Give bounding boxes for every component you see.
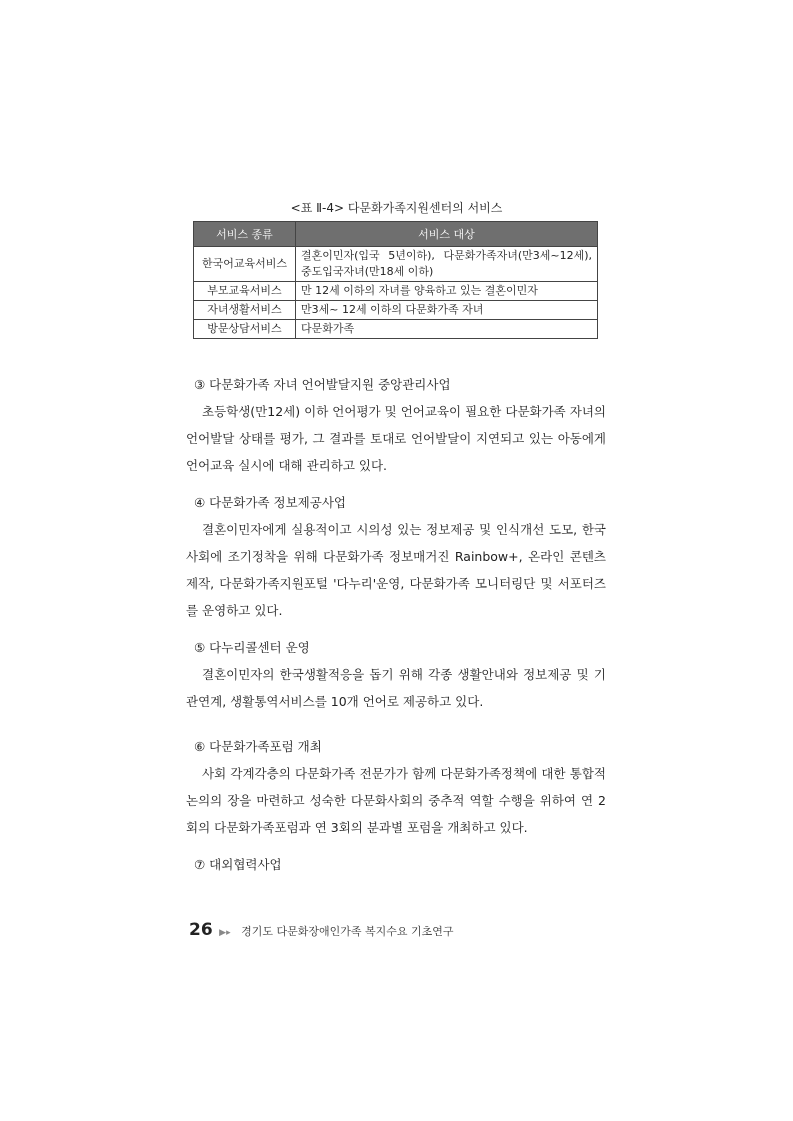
section-heading: ③ 다문화가족 자녀 언어발달지원 중앙관리사업 <box>194 377 451 392</box>
document-title: 경기도 다문화장애인가족 복지수요 기초연구 <box>241 925 454 938</box>
cell-service-type: 방문상담서비스 <box>194 320 296 339</box>
section-forum <box>186 733 606 841</box>
table-header-row <box>194 222 598 247</box>
section-heading: ⑥ 다문화가족포럼 개최 <box>194 739 322 754</box>
cell-service-target: 만3세~ 12세 이하의 다문화가족 자녀 <box>296 301 598 320</box>
section-body: 초등학생(만12세) 이하 언어평가 및 언어교육이 필요한 다문화가족 자녀의 언어발달 상태를 평가, 그 결과를 토대로 언어발달이 지연되고 있는 아동에게 언어교육 실시에 대해 관리하고 있다. <box>186 404 606 473</box>
cell-service-target: 다문화가족 <box>296 320 598 339</box>
section-call-center <box>186 634 606 715</box>
arrow-icon: ▶▸ <box>219 928 231 938</box>
cell-service-type: 부모교육서비스 <box>194 282 296 301</box>
cell-service-type: 자녀생활서비스 <box>194 301 296 320</box>
cell-service-target: 만 12세 이하의 자녀를 양육하고 있는 결혼이민자 <box>296 282 598 301</box>
page-footer <box>189 920 454 940</box>
services-table <box>193 221 598 339</box>
section-body: 결혼이민자의 한국생활적응을 돕기 위해 각종 생활안내와 정보제공 및 기관연계, 생활통역서비스를 10개 언어로 제공하고 있다. <box>186 667 606 709</box>
table-row <box>194 320 598 339</box>
table-row <box>194 301 598 320</box>
table-row <box>194 247 598 282</box>
section-external-cooperation <box>186 851 606 878</box>
section-heading: ⑦ 대외협력사업 <box>194 857 282 872</box>
cell-service-type: 한국어교육서비스 <box>194 247 296 282</box>
section-heading: ⑤ 다누리콜센터 운영 <box>194 640 310 655</box>
section-body: 사회 각계각층의 다문화가족 전문가가 함께 다문화가족정책에 대한 통합적 논의의 장을 마련하고 성숙한 다문화사회의 중추적 역할 수행을 위하여 연 2회의 다문화가족포럼과 연 3회의 분과별 포럼을 개최하고 있다. <box>186 766 606 835</box>
page-number: 26 <box>189 920 213 940</box>
section-body: 결혼이민자에게 실용적이고 시의성 있는 정보제공 및 인식개선 도모, 한국사회에 조기정착을 위해 다문화가족 정보매거진 Rainbow+, 온라인 콘텐츠 제작, 다문화가족지원포털 '다누리'운영, 다문화가족 모니터링단 및 서포터즈를 운영하고 있다. <box>186 522 606 618</box>
section-information-service <box>186 489 606 624</box>
table-caption: <표 Ⅱ-4> 다문화가족지원센터의 서비스 <box>290 201 503 215</box>
cell-service-target: 결혼이민자(입국 5년이하), 다문화가족자녀(만3세~12세), 중도입국자녀(만18세 이하) <box>296 247 598 282</box>
section-language-development <box>186 371 606 479</box>
header-service-target: 서비스 대상 <box>296 222 598 247</box>
header-service-type: 서비스 종류 <box>194 222 296 247</box>
section-heading: ④ 다문화가족 정보제공사업 <box>194 495 346 510</box>
table-row <box>194 282 598 301</box>
